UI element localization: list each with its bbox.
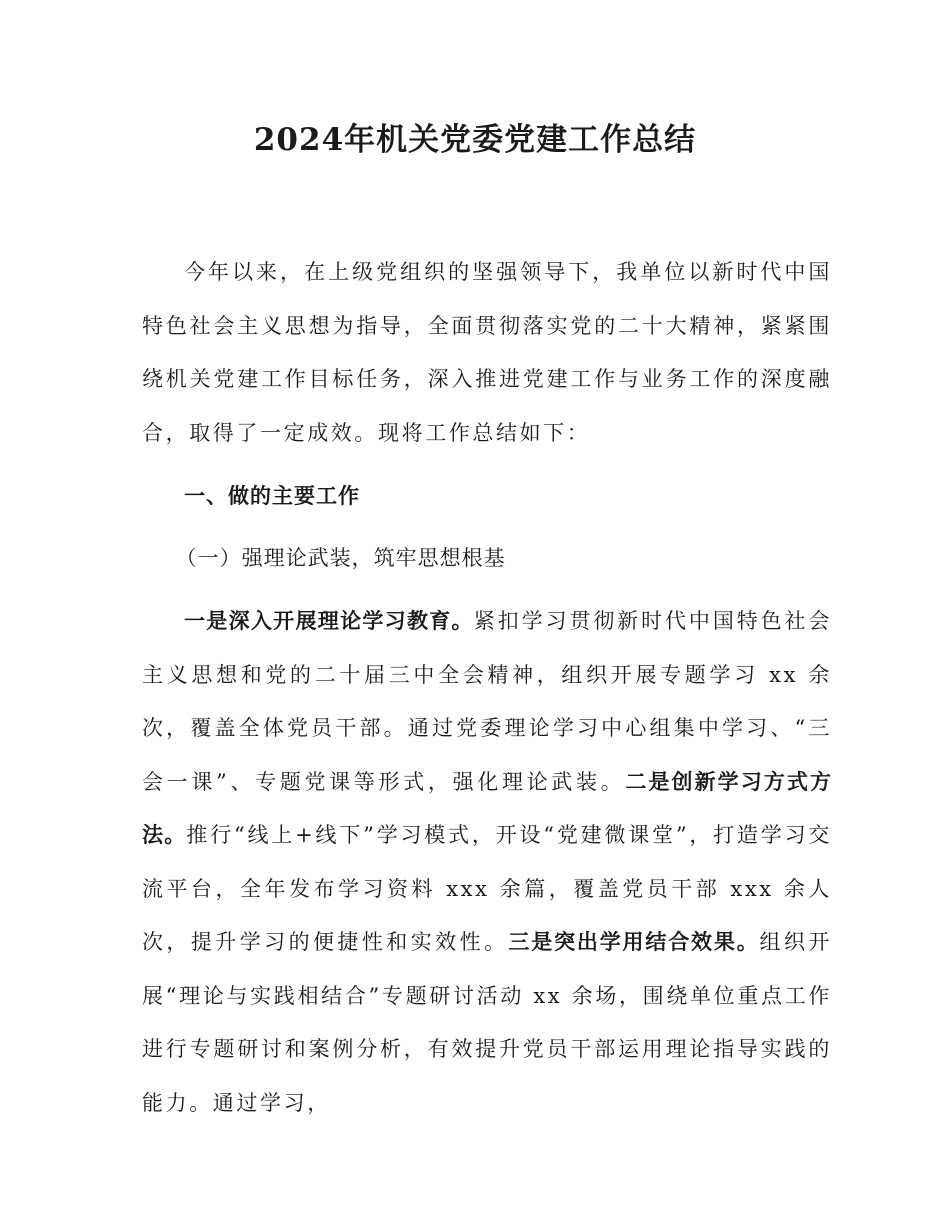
intro-paragraph: 今年以来，在上级党组织的坚强领导下，我单位以新时代中国特色社会主义思想为指导，全面贯彻落实党的二十大精神，紧紧围绕机关党建工作目标任务，深入推进党建工作与业务工作的深度融合，取得了一定成效。现将工作总结如下：	[142, 260, 832, 445]
document-body	[142, 246, 832, 1130]
item-lead-1: 一是深入开展理论学习教育。	[184, 609, 474, 633]
subsection-heading: （一）强理论武装，筑牢思想根基	[175, 545, 506, 570]
document-title: 2024年机关党委党建工作总结	[253, 122, 697, 158]
item-text-3: 组织开展“理论与实践相结合”专题研讨活动 xx 余场，围绕单位重点工作进行专题研讨和案例分析，有效提升党员干部运用理论指导实践的能力。通过学习，	[142, 930, 832, 1115]
item-text-2: 推行“线上+线下”学习模式，开设“党建微课堂”，打造学习交流平台，全年发布学习资料 xxx 余篇，覆盖党员干部 xxx 余人次，提升学习的便捷性和实效性。	[142, 823, 833, 954]
item-lead-2: 二是创新学习方式方法。	[142, 769, 833, 847]
item-lead-3: 三是突出学用结合效果。	[508, 930, 760, 954]
work-items-paragraph	[142, 595, 832, 1130]
item-text-1: 紧扣学习贯彻新时代中国特色社会主义思想和党的二十届三中全会精神，组织开展专题学习 xx 余次，覆盖全体党员干部。通过党委理论学习中心组集中学习、“三会一课”、专题党课等形式，强化理论武装。	[142, 609, 833, 794]
section-heading: 一、做的主要工作	[184, 484, 360, 508]
